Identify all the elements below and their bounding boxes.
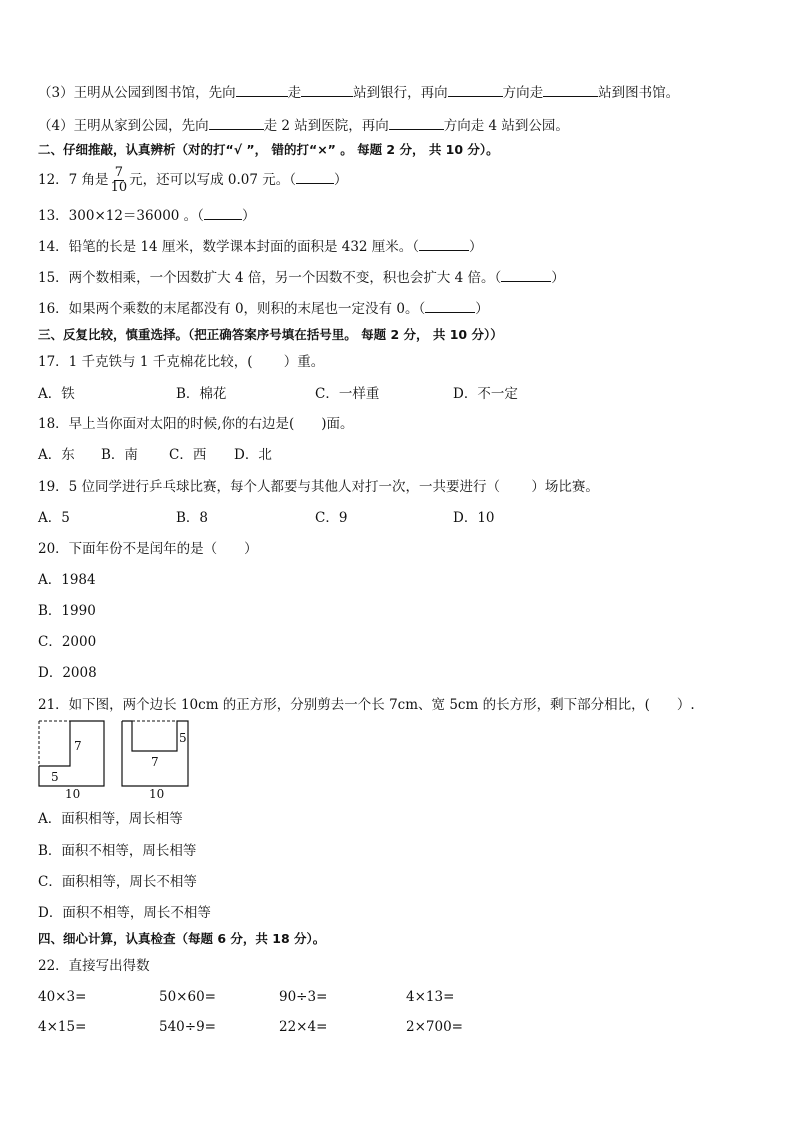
question-12 [38,163,348,197]
option-b[interactable]: B．面积不相等，周长相等 [38,843,197,859]
fraction [111,166,128,195]
option-a[interactable]: A．东 [38,447,75,463]
right-square-figure [122,721,188,800]
squares-figure [38,720,208,800]
q16-text: 16．如果两个乘数的末尾都没有 0，则积的末尾也一定没有 0。（ [38,301,426,317]
q3-text-d: 方向走 [502,85,544,101]
q4-text-a: （4）王明从家到公园，先向 [38,118,209,134]
option-d[interactable]: D．北 [234,447,272,463]
option-d[interactable]: D．面积不相等，周长不相等 [38,905,211,921]
answer-blank[interactable] [209,115,264,130]
section-2-heading: 二、仔细推敲，认真辨析（对的打“√ ”， 错的打“×” 。 每题 2 分， 共 10 分）。 [38,142,499,157]
question-14 [38,238,483,256]
calc-item: 540÷9= [159,1019,216,1035]
q12-close: ） [334,172,348,188]
left-square-figure [39,721,104,800]
option-a[interactable]: A．5 [38,510,70,526]
answer-blank[interactable] [204,207,242,220]
q4-text-b: 走 2 站到医院，再向 [263,118,389,134]
question-22: 22．直接写出得数 [38,958,150,974]
question-17: 17．1 千克铁与 1 千克棉花比较，( ）重。 [38,354,325,370]
option-d[interactable]: D．10 [453,510,495,526]
q14-close: ） [469,239,483,255]
question-13 [38,207,255,225]
q12-suffix: 元，还可以写成 0.07 元。（ [129,172,297,188]
left-height-label: 7 [74,739,82,753]
option-c[interactable]: C．面积相等，周长不相等 [38,874,197,890]
q13-text: 13．300×12＝36000 。（ [38,208,204,224]
answer-blank[interactable] [389,115,444,130]
option-b[interactable]: B．棉花 [176,386,227,402]
option-b[interactable]: B．1990 [38,603,96,619]
q3-text-e: 站到图书馆。 [598,85,680,101]
answer-blank[interactable] [236,82,288,97]
calc-item: 40×3= [38,989,87,1005]
option-d[interactable]: D．2008 [38,665,97,681]
question-16 [38,300,489,318]
left-width-label: 5 [51,770,59,784]
q15-text: 15．两个数相乘，一个因数扩大 4 倍，另一个因数不变，积也会扩大 4 倍。（ [38,270,502,286]
fraction-numerator: 7 [114,165,123,180]
calc-item: 90÷3= [279,989,328,1005]
answer-blank[interactable] [543,82,598,97]
option-a[interactable]: A．铁 [38,386,75,402]
right-height-label: 5 [179,731,187,745]
question-18: 18．早上当你面对太阳的时候,你的右边是( )面。 [38,416,354,432]
answer-blank[interactable] [301,82,353,97]
right-base-label: 10 [149,787,165,800]
answer-blank[interactable] [419,238,469,251]
right-width-label: 7 [151,755,159,769]
q16-close: ） [475,301,489,317]
calc-item: 4×15= [38,1019,87,1035]
question-15 [38,269,565,287]
option-c[interactable]: C．一样重 [315,386,380,402]
option-c[interactable]: C．西 [169,447,207,463]
answer-blank[interactable] [296,171,334,184]
question-3-line [38,82,679,102]
option-b[interactable]: B．8 [176,510,209,526]
section-4-heading: 四、细心计算，认真检查（每题 6 分，共 18 分）。 [38,931,326,946]
left-base-label: 10 [65,787,81,800]
calc-item: 2×700= [406,1019,463,1035]
q4-text-c: 方向走 4 站到公园。 [443,118,569,134]
question-20: 20．下面年份不是闰年的是（ ） [38,541,258,557]
option-c[interactable]: C．2000 [38,634,97,650]
calc-item: 50×60= [159,989,216,1005]
question-4-line [38,115,569,135]
question-21: 21．如下图，两个边长 10cm 的正方形，分别剪去一个长 7cm、宽 5cm 的长方形，剩下部分相比，( ）. [38,697,695,713]
calc-item: 22×4= [279,1019,328,1035]
q12-prefix: 12．7 角是 [38,172,109,188]
q14-text: 14．铅笔的长是 14 厘米，数学课本封面的面积是 432 厘米。（ [38,239,420,255]
option-c[interactable]: C．9 [315,510,348,526]
option-b[interactable]: B．南 [101,447,138,463]
q3-text-a: （3）王明从公园到图书馆，先向 [38,85,236,101]
option-a[interactable]: A．面积相等，周长相等 [38,811,183,827]
fraction-denominator: 10 [110,180,128,195]
option-d[interactable]: D．不一定 [453,386,518,402]
q15-close: ） [551,270,565,286]
q13-close: ） [241,208,256,224]
option-a[interactable]: A．1984 [38,572,96,588]
calc-item: 4×13= [406,989,455,1005]
q3-text-b: 走 [287,85,302,101]
answer-blank[interactable] [448,82,503,97]
q3-text-c: 站到银行，再向 [353,85,448,101]
section-3-heading: 三、反复比较，慎重选择。（把正确答案序号填在括号里。 每题 2 分， 共 10 分）） [38,327,503,342]
question-19: 19．5 位同学进行乒乓球比赛，每个人都要与其他人对打一次，一共要进行（ ）场比赛。 [38,479,599,495]
answer-blank[interactable] [501,269,551,282]
answer-blank[interactable] [425,300,475,313]
